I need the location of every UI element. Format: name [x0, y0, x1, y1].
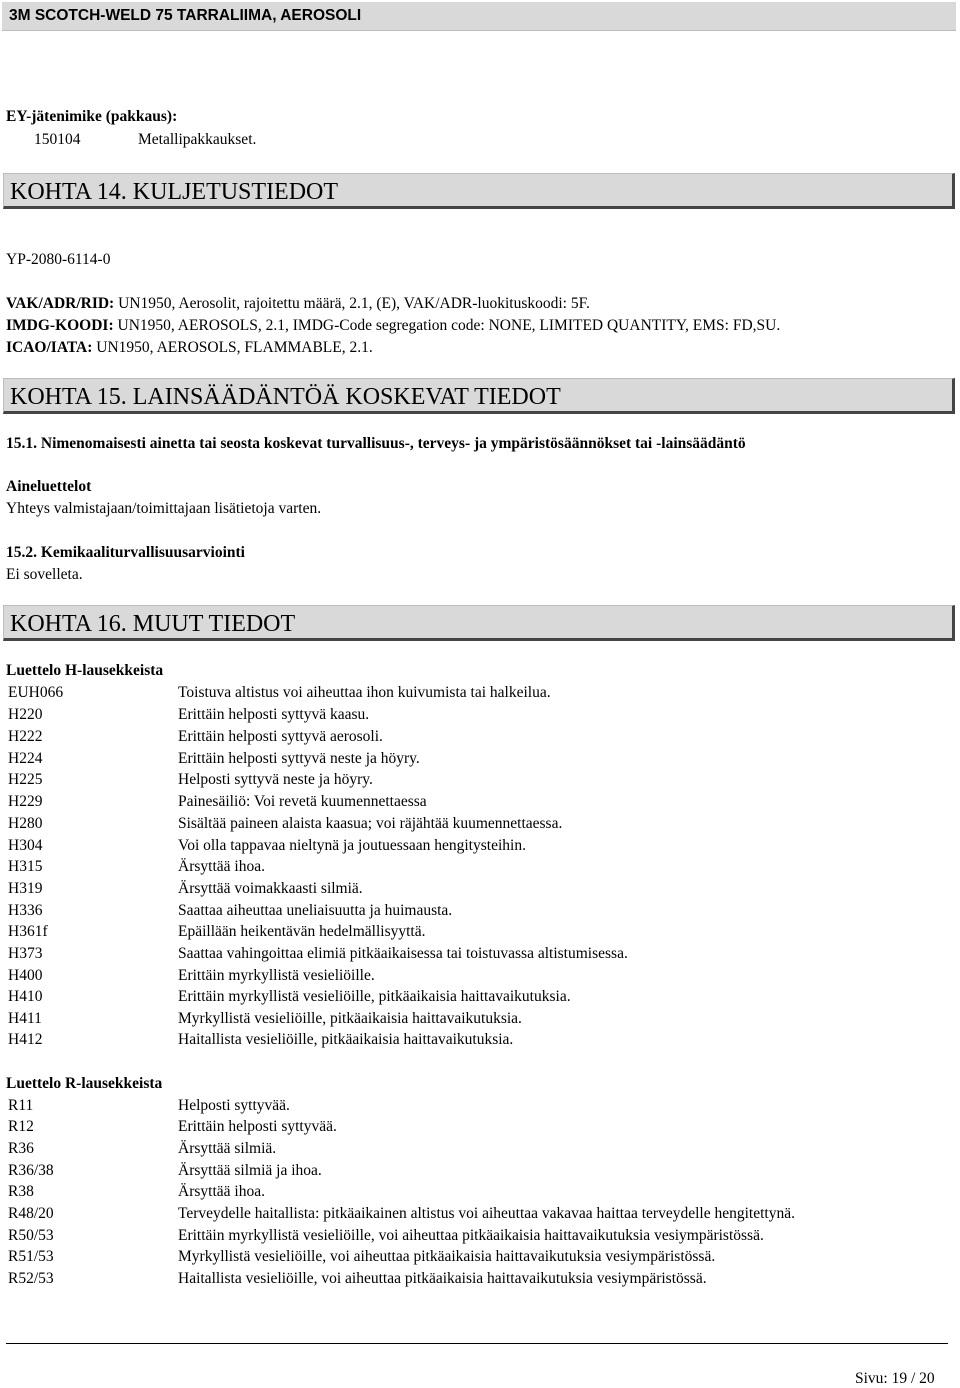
statement-code: H220	[8, 706, 43, 723]
list-item	[8, 945, 628, 963]
list-item	[8, 793, 427, 811]
list-item	[8, 706, 369, 724]
list-item	[8, 923, 425, 941]
phrase-text: Haitallista vesieliöille, voi aiheuttaa pitkäaikaisia haittavaikutuksia vesiympäristössä.	[178, 1270, 707, 1287]
list-item	[8, 880, 363, 898]
list-item	[8, 988, 571, 1006]
imdg-label: IMDG-KOODI:	[6, 317, 114, 334]
list-item	[8, 815, 562, 833]
statement-code: H400	[8, 967, 43, 984]
statement-text: Saattaa aiheuttaa uneliaisuutta ja huimausta.	[178, 902, 453, 919]
phrase-code: R38	[8, 1183, 34, 1200]
section-15-heading	[3, 378, 955, 414]
statement-code: H225	[8, 771, 43, 788]
phrase-code: R48/20	[8, 1205, 54, 1222]
statement-code: H315	[8, 858, 43, 875]
icao-label: ICAO/IATA:	[6, 339, 93, 356]
statement-text: Toistuva altistus voi aiheuttaa ihon kuivumista tai halkeilua.	[178, 684, 551, 701]
section-15-2-text: Ei sovelleta.	[6, 566, 83, 583]
list-item	[8, 1010, 522, 1028]
section-15-title: KOHTA 15. LAINSÄÄDÄNTÖÄ KOSKEVAT TIEDOT	[10, 384, 561, 410]
statement-text: Myrkyllistä vesieliöille, pitkäaikaisia haittavaikutuksia.	[178, 1010, 522, 1027]
list-item	[8, 1205, 795, 1223]
statement-text: Saattaa vahingoittaa elimiä pitkäaikaisessa tai toistuvassa altistumisessa.	[178, 945, 628, 962]
phrase-text: Ärsyttää ihoa.	[178, 1183, 265, 1200]
statement-text: Sisältää paineen alaista kaasua; voi räjähtää kuumennettaessa.	[178, 815, 563, 832]
statement-code: H224	[8, 750, 43, 767]
phrase-code: R36/38	[8, 1162, 54, 1179]
transport-vak-line	[6, 295, 590, 313]
phrase-code: R52/53	[8, 1270, 54, 1287]
list-item	[8, 728, 383, 746]
statement-text: Erittäin helposti syttyvä neste ja höyry.	[178, 750, 420, 767]
phrase-code: R11	[8, 1097, 34, 1114]
statement-code: H229	[8, 793, 43, 810]
section-15-2-heading: 15.2. Kemikaaliturvallisuusarviointi	[6, 544, 245, 561]
phrase-text: Myrkyllistä vesieliöille, voi aiheuttaa pitkäaikaisia haittavaikutuksia vesiympäristössä.	[178, 1248, 716, 1265]
imdg-text: UN1950, AEROSOLS, 2.1, IMDG-Code segregation code: NONE, LIMITED QUANTITY, EMS: FD,SU.	[113, 317, 781, 334]
statement-code: EUH066	[8, 684, 64, 701]
h-statements-heading: Luettelo H-lausekkeista	[6, 662, 164, 679]
list-item	[8, 1118, 337, 1136]
section-16-heading	[3, 605, 955, 641]
section-15-1-heading: 15.1. Nimenomaisesti ainetta tai seosta koskevat turvallisuus-, terveys- ja ympäristösäännökset tai -lainsäädäntö	[6, 435, 746, 452]
inventories-text: Yhteys valmistajaan/toimittajaan lisätietoja varten.	[6, 500, 322, 517]
phrase-code: R36	[8, 1140, 34, 1157]
document-header	[2, 2, 956, 31]
phrase-text: Erittäin myrkyllistä vesieliöille, voi aiheuttaa pitkäaikaisia haittavaikutuksia vesiympäristössä.	[178, 1227, 764, 1244]
list-item	[8, 967, 375, 985]
statement-text: Erittäin helposti syttyvä kaasu.	[178, 706, 370, 723]
list-item	[8, 1183, 265, 1201]
vak-text: UN1950, Aerosolit, rajoitettu määrä, 2.1, (E), VAK/ADR-luokituskoodi: 5F.	[114, 295, 590, 312]
icao-text: UN1950, AEROSOLS, FLAMMABLE, 2.1.	[92, 339, 373, 356]
statement-text: Erittäin helposti syttyvä aerosoli.	[178, 728, 383, 745]
transport-icao-line	[6, 339, 373, 357]
statement-code: H304	[8, 837, 43, 854]
statement-text: Helposti syttyvä neste ja höyry.	[178, 771, 373, 788]
waste-description: Metallipakkaukset.	[138, 131, 257, 148]
list-item	[8, 1248, 715, 1266]
statement-text: Haitallista vesieliöille, pitkäaikaisia haittavaikutuksia.	[178, 1031, 514, 1048]
document-title: 3M SCOTCH-WELD 75 TARRALIIMA, AEROSOLI	[9, 7, 362, 24]
waste-code: 150104	[34, 131, 81, 148]
list-item	[8, 1140, 276, 1158]
list-item	[8, 1227, 764, 1245]
document-reference: YP-2080-6114-0	[6, 251, 111, 268]
list-item	[8, 1031, 513, 1049]
statement-code: H336	[8, 902, 43, 919]
statement-code: H222	[8, 728, 43, 745]
section-14-heading	[3, 173, 955, 209]
statement-code: H373	[8, 945, 43, 962]
phrase-text: Erittäin helposti syttyvää.	[178, 1118, 337, 1135]
list-item	[8, 1162, 322, 1180]
list-item	[8, 837, 526, 855]
page-number: Sivu: 19 / 20	[855, 1370, 935, 1387]
phrase-text: Ärsyttää silmiä ja ihoa.	[178, 1162, 322, 1179]
statement-code: H412	[8, 1031, 43, 1048]
statement-text: Ärsyttää voimakkaasti silmiä.	[178, 880, 363, 897]
section-16-title: KOHTA 16. MUUT TIEDOT	[10, 611, 296, 637]
statement-text: Voi olla tappavaa nieltynä ja joutuessaan hengitysteihin.	[178, 837, 526, 854]
statement-text: Painesäiliö: Voi revetä kuumennettaessa	[178, 793, 427, 810]
statement-code: H280	[8, 815, 43, 832]
statement-code: H319	[8, 880, 43, 897]
phrase-code: R51/53	[8, 1248, 54, 1265]
statement-code: H361f	[8, 923, 48, 940]
phrase-code: R12	[8, 1118, 34, 1135]
list-item	[8, 684, 551, 702]
list-item	[8, 1270, 707, 1288]
statement-code: H411	[8, 1010, 42, 1027]
statement-text: Ärsyttää ihoa.	[178, 858, 265, 875]
list-item	[8, 750, 420, 768]
r-phrases-heading: Luettelo R-lausekkeista	[6, 1075, 163, 1092]
footer-divider	[6, 1343, 948, 1344]
statement-code: H410	[8, 988, 43, 1005]
phrase-text: Terveydelle haitallista: pitkäaikainen altistus voi aiheuttaa vakavaa haittaa terveydelle hengitettynä.	[178, 1205, 795, 1222]
section-14-title: KOHTA 14. KULJETUSTIEDOT	[10, 179, 339, 205]
waste-label: EY-jätenimike (pakkaus):	[6, 108, 178, 125]
phrase-text: Ärsyttää silmiä.	[178, 1140, 277, 1157]
phrase-text: Helposti syttyvää.	[178, 1097, 290, 1114]
statement-text: Erittäin myrkyllistä vesieliöille, pitkäaikaisia haittavaikutuksia.	[178, 988, 571, 1005]
vak-label: VAK/ADR/RID:	[6, 295, 115, 312]
list-item	[8, 858, 265, 876]
inventories-label: Aineluettelot	[6, 478, 92, 495]
statement-text: Erittäin myrkyllistä vesieliöille.	[178, 967, 375, 984]
list-item	[8, 902, 452, 920]
transport-imdg-line	[6, 317, 780, 335]
phrase-code: R50/53	[8, 1227, 54, 1244]
statement-text: Epäillään heikentävän hedelmällisyyttä.	[178, 923, 426, 940]
list-item	[8, 771, 373, 789]
list-item	[8, 1097, 290, 1115]
